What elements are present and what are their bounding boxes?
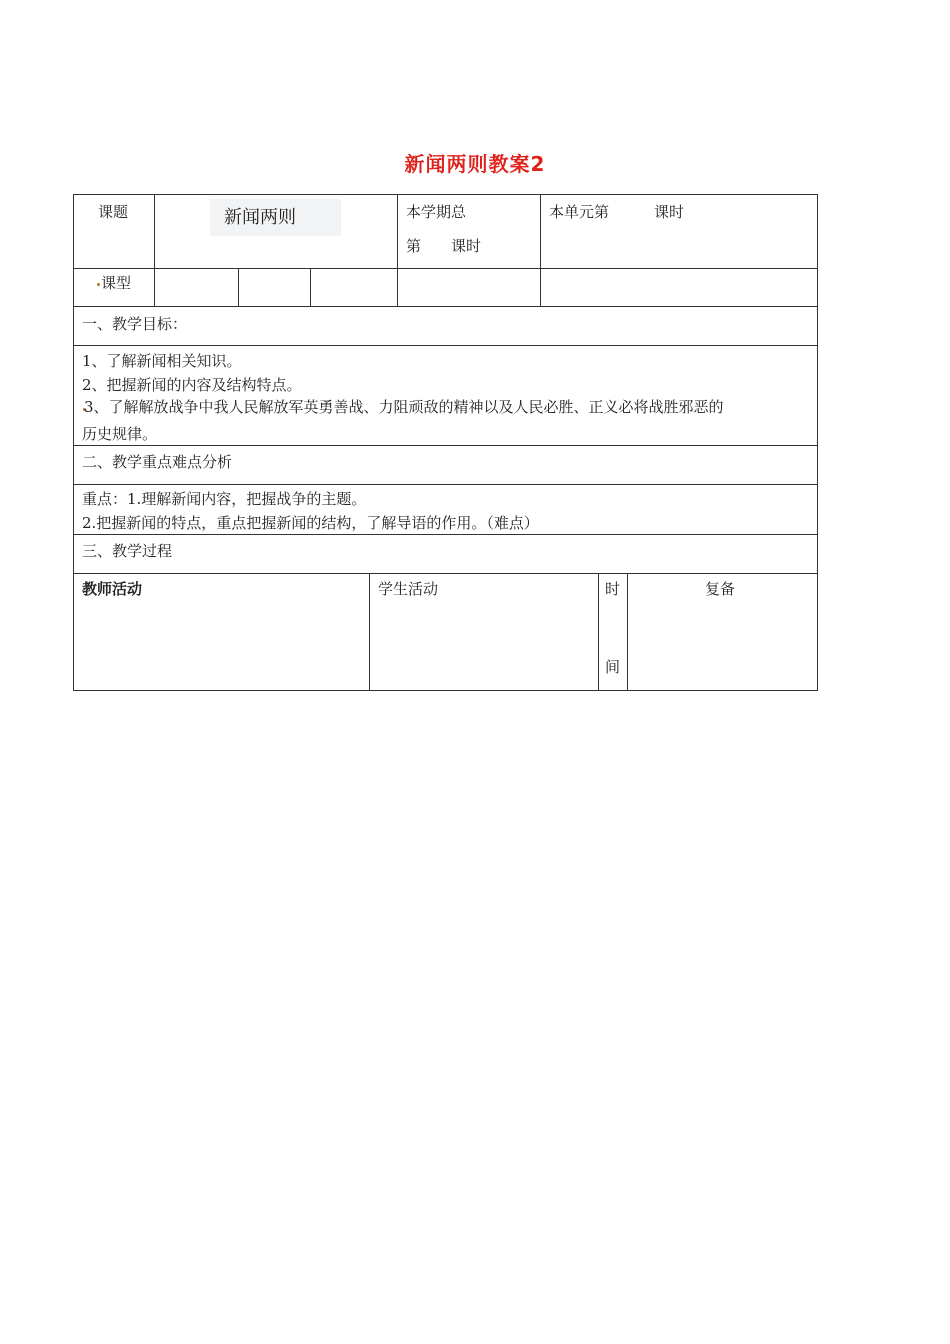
lesson-type-label: 课型: [101, 274, 132, 292]
lesson-type-cell-3: [310, 268, 398, 307]
analysis-item-1: 重点：1.理解新闻内容，把握战争的主题。: [82, 490, 367, 508]
goals-heading-row: [73, 306, 818, 346]
process-heading-row: [73, 534, 818, 574]
unit-lesson-cell: [540, 194, 818, 269]
time-label-bottom: 间: [605, 658, 621, 676]
teacher-activity-label: 教师活动: [82, 580, 143, 598]
goal-item-2: 2、把握新闻的内容及结构特点。: [82, 376, 302, 394]
analysis-heading: 二、教学重点难点分析: [82, 453, 233, 471]
lesson-type-cell-4: [397, 268, 541, 307]
topic-label: 课题: [98, 203, 129, 221]
student-activity-label: 学生活动: [378, 580, 439, 598]
term-lesson-label: 第 课时: [406, 237, 482, 255]
goal-item-1: 1、了解新闻相关知识。: [82, 352, 242, 370]
topic-label-cell: [73, 194, 155, 269]
analysis-item-2: 2.把握新闻的特点，重点把握新闻的结构，了解导语的作用。（难点）: [82, 514, 539, 532]
lesson-type-cell-2: [238, 268, 311, 307]
topic-value-cell: [154, 194, 398, 269]
lesson-type-label-cell: [73, 268, 155, 307]
goal-item-4: 历史规律。: [82, 425, 158, 443]
student-activity-cell: [369, 573, 599, 691]
time-label-top: 时: [605, 580, 621, 598]
goal-item-3: 3、了解解放战争中我人民解放军英勇善战、力阻顽敌的精神以及人民必胜、正义必将战胜邪恶的: [84, 398, 724, 416]
goals-heading: 一、教学目标：: [82, 315, 188, 333]
term-total-cell: [397, 194, 541, 269]
review-cell: [627, 573, 818, 691]
analysis-heading-row: [73, 445, 818, 485]
teacher-activity-cell: [73, 573, 370, 691]
time-cell: [598, 573, 628, 691]
topic-value: 新闻两则: [210, 199, 341, 236]
analysis-body-row: [73, 484, 818, 535]
process-heading: 三、教学过程: [82, 542, 173, 560]
goals-body-row: [73, 345, 818, 446]
page-title: 新闻两则教案2: [404, 152, 546, 176]
review-label: 复备: [705, 580, 736, 598]
lesson-type-cell-1: [154, 268, 239, 307]
unit-lesson-label: 本单元第 课时: [549, 203, 685, 221]
marker-dot: [97, 283, 100, 286]
term-total-label: 本学期总: [406, 203, 467, 221]
lesson-type-cell-5: [540, 268, 818, 307]
